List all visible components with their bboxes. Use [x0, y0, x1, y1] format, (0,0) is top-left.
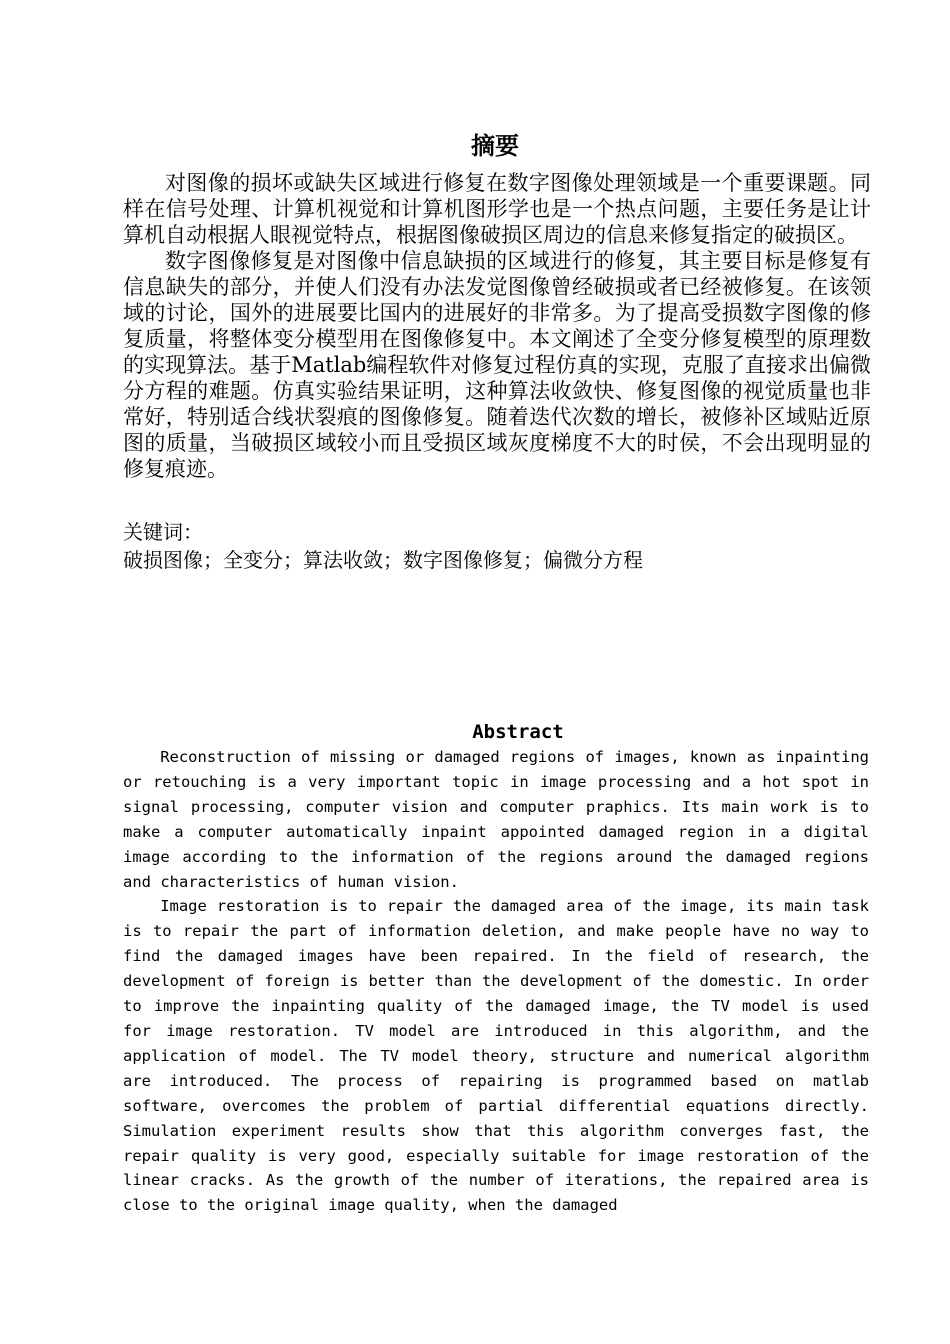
english-abstract-body: [123, 745, 869, 1218]
english-abstract-title: Abstract: [472, 721, 564, 743]
keywords-list: 破损图像；全变分；算法收敛；数字图像修复；偏微分方程: [123, 548, 643, 572]
chinese-abstract-body: [123, 170, 871, 482]
keywords-label: 关键词：: [123, 520, 203, 544]
chinese-abstract-title: 摘要: [471, 132, 519, 160]
english-abstract-paragraph-1: Reconstruction of missing or damaged regions of images, known as inpainting or retouching is a very important topic in image processing and a hot spot in signal processing, computer vision and computer praphics. Its main work is to make a computer automatically inpaint appointed damaged region in a digital image according to the information of the regions around the damaged regions and characteristics of human vision.: [123, 748, 869, 891]
chinese-abstract-paragraph-2: 数字图像修复是对图像中信息缺损的区域进行的修复，其主要目标是修复有信息缺失的部分，并使人们没有办法发觉图像曾经破损或者已经被修复。在该领域的讨论，国外的进展要比国内的进展好的非常多。为了提高受损数字图像的修复质量，将整体变分模型用在图像修复中。本文阐述了全变分修复模型的原理数的实现算法。基于Matlab编程软件对修复过程仿真的实现，克服了直接求出偏微分方程的难题。仿真实验结果证明，这种算法收敛快、修复图像的视觉质量也非常好，特别适合线状裂痕的图像修复。随着迭代次数的增长，被修补区域贴近原图的质量，当破损区域较小而且受损区域灰度梯度不大的时侯，不会出现明显的修复痕迹。: [123, 249, 871, 481]
chinese-keywords-section: [123, 518, 871, 574]
chinese-abstract-paragraph-1: 对图像的损坏或缺失区域进行修复在数字图像处理领域是一个重要课题。同样在信号处理、计算机视觉和计算机图形学也是一个热点问题，主要任务是让计算机自动根据人眼视觉特点，根据图像破损区周边的信息来修复指定的破损区。: [123, 171, 871, 247]
english-abstract-paragraph-2: Image restoration is to repair the damaged area of the image, its main task is to repair the part of information deletion, and make people have no way to find the damaged images have been repaired. In the field of research, the development of foreign is better than the development of the domestic. In order to improve the inpainting quality of the damaged image, the TV model is used for image restoration. TV model are introduced in this algorithm, and the application of model. The TV model theory, structure and numerical algorithm are introduced. The process of repairing is programmed based on matlab software, overcomes the problem of partial differential equations directly. Simulation experiment results show that this algorithm converges fast, the repair quality is very good, especially suitable for image restoration of the linear cracks. As the growth of the number of iterations, the repaired area is close to the original image quality, when the damaged: [123, 897, 869, 1215]
